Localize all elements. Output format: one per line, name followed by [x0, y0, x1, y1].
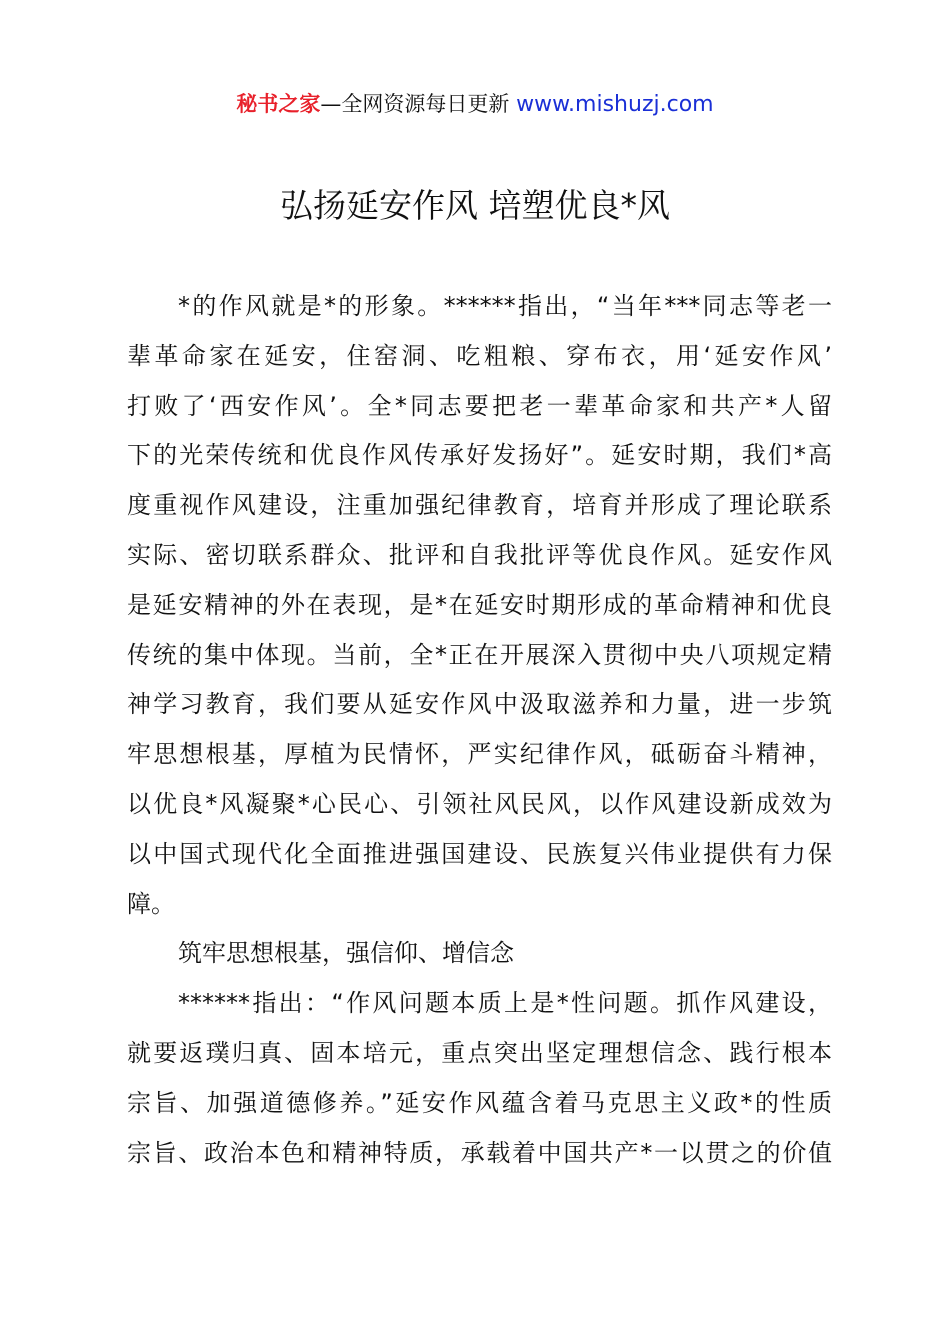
paragraph-line: 以中国式现代化全面推进强国建设、民族复兴伟业提供有力保 — [127, 839, 832, 868]
paragraph-line: 是延安精神的外在表现，是*在延安时期形成的革命精神和优良 — [127, 590, 832, 619]
paragraph-line: 实际、密切联系群众、批评和自我批评等优良作风。延安作风 — [127, 540, 832, 569]
paragraph-line: 障。 — [127, 889, 175, 918]
paragraph-line: *的作风就是*的形象。******指出，“当年***同志等老一 — [178, 292, 832, 320]
document-body — [127, 282, 832, 1178]
paragraph-line: 传统的集中体现。当前，全*正在开展深入贯彻中央八项规定精 — [127, 640, 832, 669]
section-heading: 筑牢思想根基，强信仰、增信念 — [178, 939, 514, 968]
paragraph-line: 打败了‘西安作风’。全*同志要把老一辈革命家和共产*人留 — [127, 391, 832, 420]
brand-name: 秘书之家 — [236, 92, 321, 116]
paragraph-line: ******指出：“作风问题本质上是*性问题。抓作风建设， — [178, 989, 832, 1018]
site-url-link[interactable]: www.mishuzj.com — [516, 92, 714, 117]
paragraph-line: 就要返璞归真、固本培元，重点突出坚定理想信念、践行根本 — [127, 1038, 832, 1067]
paragraph-line: 神学习教育，我们要从延安作风中汲取滋养和力量，进一步筑 — [127, 690, 832, 719]
paragraph-line: 下的光荣传统和优良作风传承好发扬好”。延安时期，我们*高 — [127, 441, 832, 470]
document-title: 弘扬延安作风 培塑优良*风 — [280, 186, 670, 225]
paragraph-line: 辈革命家在延安，住窑洞、吃粗粮、穿布衣，用‘延安作风’ — [127, 341, 832, 370]
paragraph-line: 牢思想根基，厚植为民情怀，严实纪律作风，砥砺奋斗精神， — [127, 740, 832, 769]
site-banner — [0, 88, 950, 121]
paragraph-line: 宗旨、政治本色和精神特质，承载着中国共产*一以贯之的价值 — [127, 1138, 832, 1167]
banner-tagline: —全网资源每日更新 — [320, 92, 517, 116]
paragraph-line: 度重视作风建设，注重加强纪律教育，培育并形成了理论联系 — [127, 491, 832, 520]
paragraph-line: 宗旨、加强道德修养。”延安作风蕴含着马克思主义政*的性质 — [127, 1088, 832, 1117]
paragraph-line: 以优良*风凝聚*心民心、引领社风民风，以作风建设新成效为 — [127, 789, 832, 818]
